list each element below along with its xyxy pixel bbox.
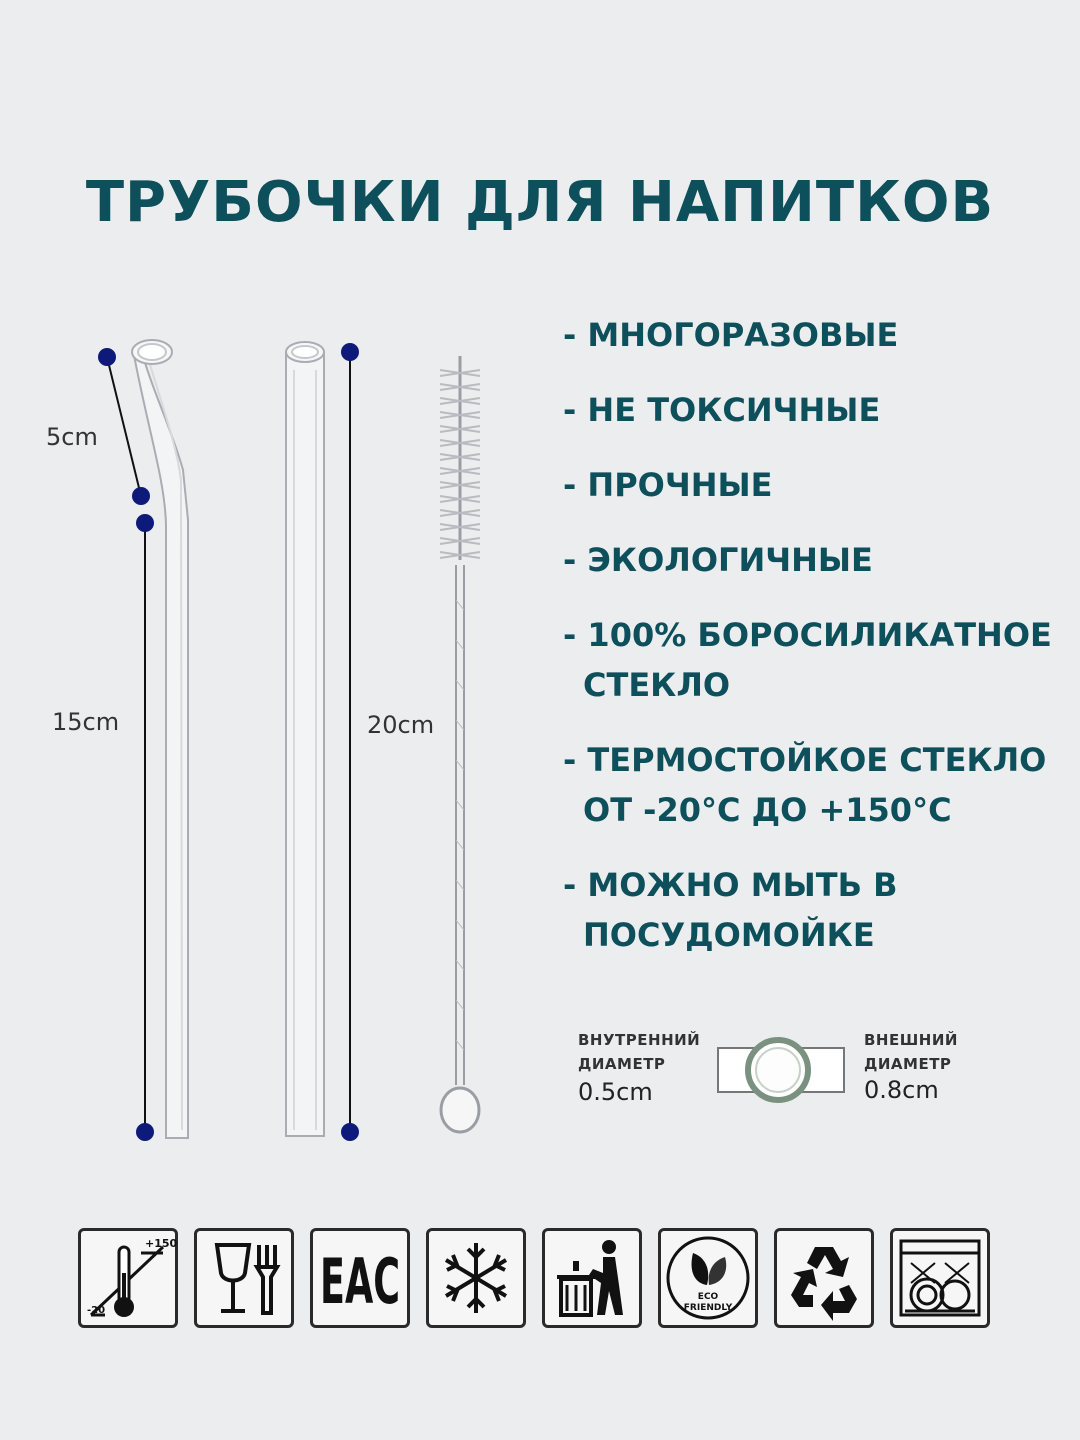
cross-section-icon <box>716 1034 850 1104</box>
straight-straw <box>286 342 324 1136</box>
cleaning-brush <box>440 356 480 1132</box>
feature-item <box>563 735 1063 835</box>
marker-dot <box>98 348 116 366</box>
bent-straw <box>132 340 188 1138</box>
svg-text:ECO: ECO <box>697 1292 719 1302</box>
snowflake-icon <box>426 1228 526 1328</box>
straws-drawing <box>0 0 540 1200</box>
recycle-icon <box>774 1228 874 1328</box>
feature-item <box>563 610 1063 710</box>
feature-text: - ТЕРМОСТОЙКОЕ СТЕКЛО ОТ -20°C ДО +150°C <box>563 741 1047 829</box>
marker-dot <box>136 514 154 532</box>
feature-text: - МНОГОРАЗОВЫЕ <box>563 316 899 354</box>
inner-diameter-value: 0.5cm <box>578 1078 653 1106</box>
diameter-diagram <box>578 1028 998 1118</box>
dispose-trash-icon <box>542 1228 642 1328</box>
marker-dot <box>132 487 150 505</box>
bend-length-label: 5cm <box>46 423 98 451</box>
feature-item <box>563 385 1063 435</box>
feature-text: - ЭКОЛОГИЧНЫЕ <box>563 541 873 579</box>
certification-icons-row <box>78 1228 1018 1332</box>
temperature-range-icon <box>78 1228 178 1328</box>
svg-text:+150: +150 <box>145 1237 178 1250</box>
svg-text:EAC: EAC <box>320 1245 400 1318</box>
feature-item <box>563 310 1063 360</box>
eac-icon <box>310 1228 410 1328</box>
outer-diameter-caption-1: ВНЕШНИЙ <box>864 1031 958 1049</box>
inner-diameter-caption-2: ДИАМЕТР <box>578 1055 666 1073</box>
food-safe-icon <box>194 1228 294 1328</box>
svg-text:-20: -20 <box>87 1305 106 1316</box>
marker-dot <box>341 343 359 361</box>
dishwasher-icon <box>890 1228 990 1328</box>
bent-length-label: 15cm <box>52 708 120 736</box>
feature-text: - НЕ ТОКСИЧНЫЕ <box>563 391 881 429</box>
outer-diameter-value: 0.8cm <box>864 1076 939 1104</box>
feature-item <box>563 860 1063 960</box>
straight-length-label: 20cm <box>367 711 435 739</box>
feature-text: - МОЖНО МЫТЬ В ПОСУДОМОЙКЕ <box>563 866 898 954</box>
feature-text: - ПРОЧНЫЕ <box>563 466 773 504</box>
features-list <box>563 310 1063 985</box>
marker-dot <box>136 1123 154 1141</box>
outer-diameter-caption-2: ДИАМЕТР <box>864 1055 952 1073</box>
page-title: ТРУБОЧКИ ДЛЯ НАПИТКОВ <box>85 170 995 235</box>
marker-dot <box>341 1123 359 1141</box>
straw-illustration <box>0 0 540 1200</box>
svg-text:FRIENDLY: FRIENDLY <box>683 1303 733 1313</box>
feature-text: - 100% БОРОСИЛИКАТНОЕ СТЕКЛО <box>563 616 1052 704</box>
inner-diameter-caption-1: ВНУТРЕННИЙ <box>578 1031 701 1049</box>
feature-item <box>563 535 1063 585</box>
eco-friendly-icon <box>658 1228 758 1328</box>
feature-item <box>563 460 1063 510</box>
